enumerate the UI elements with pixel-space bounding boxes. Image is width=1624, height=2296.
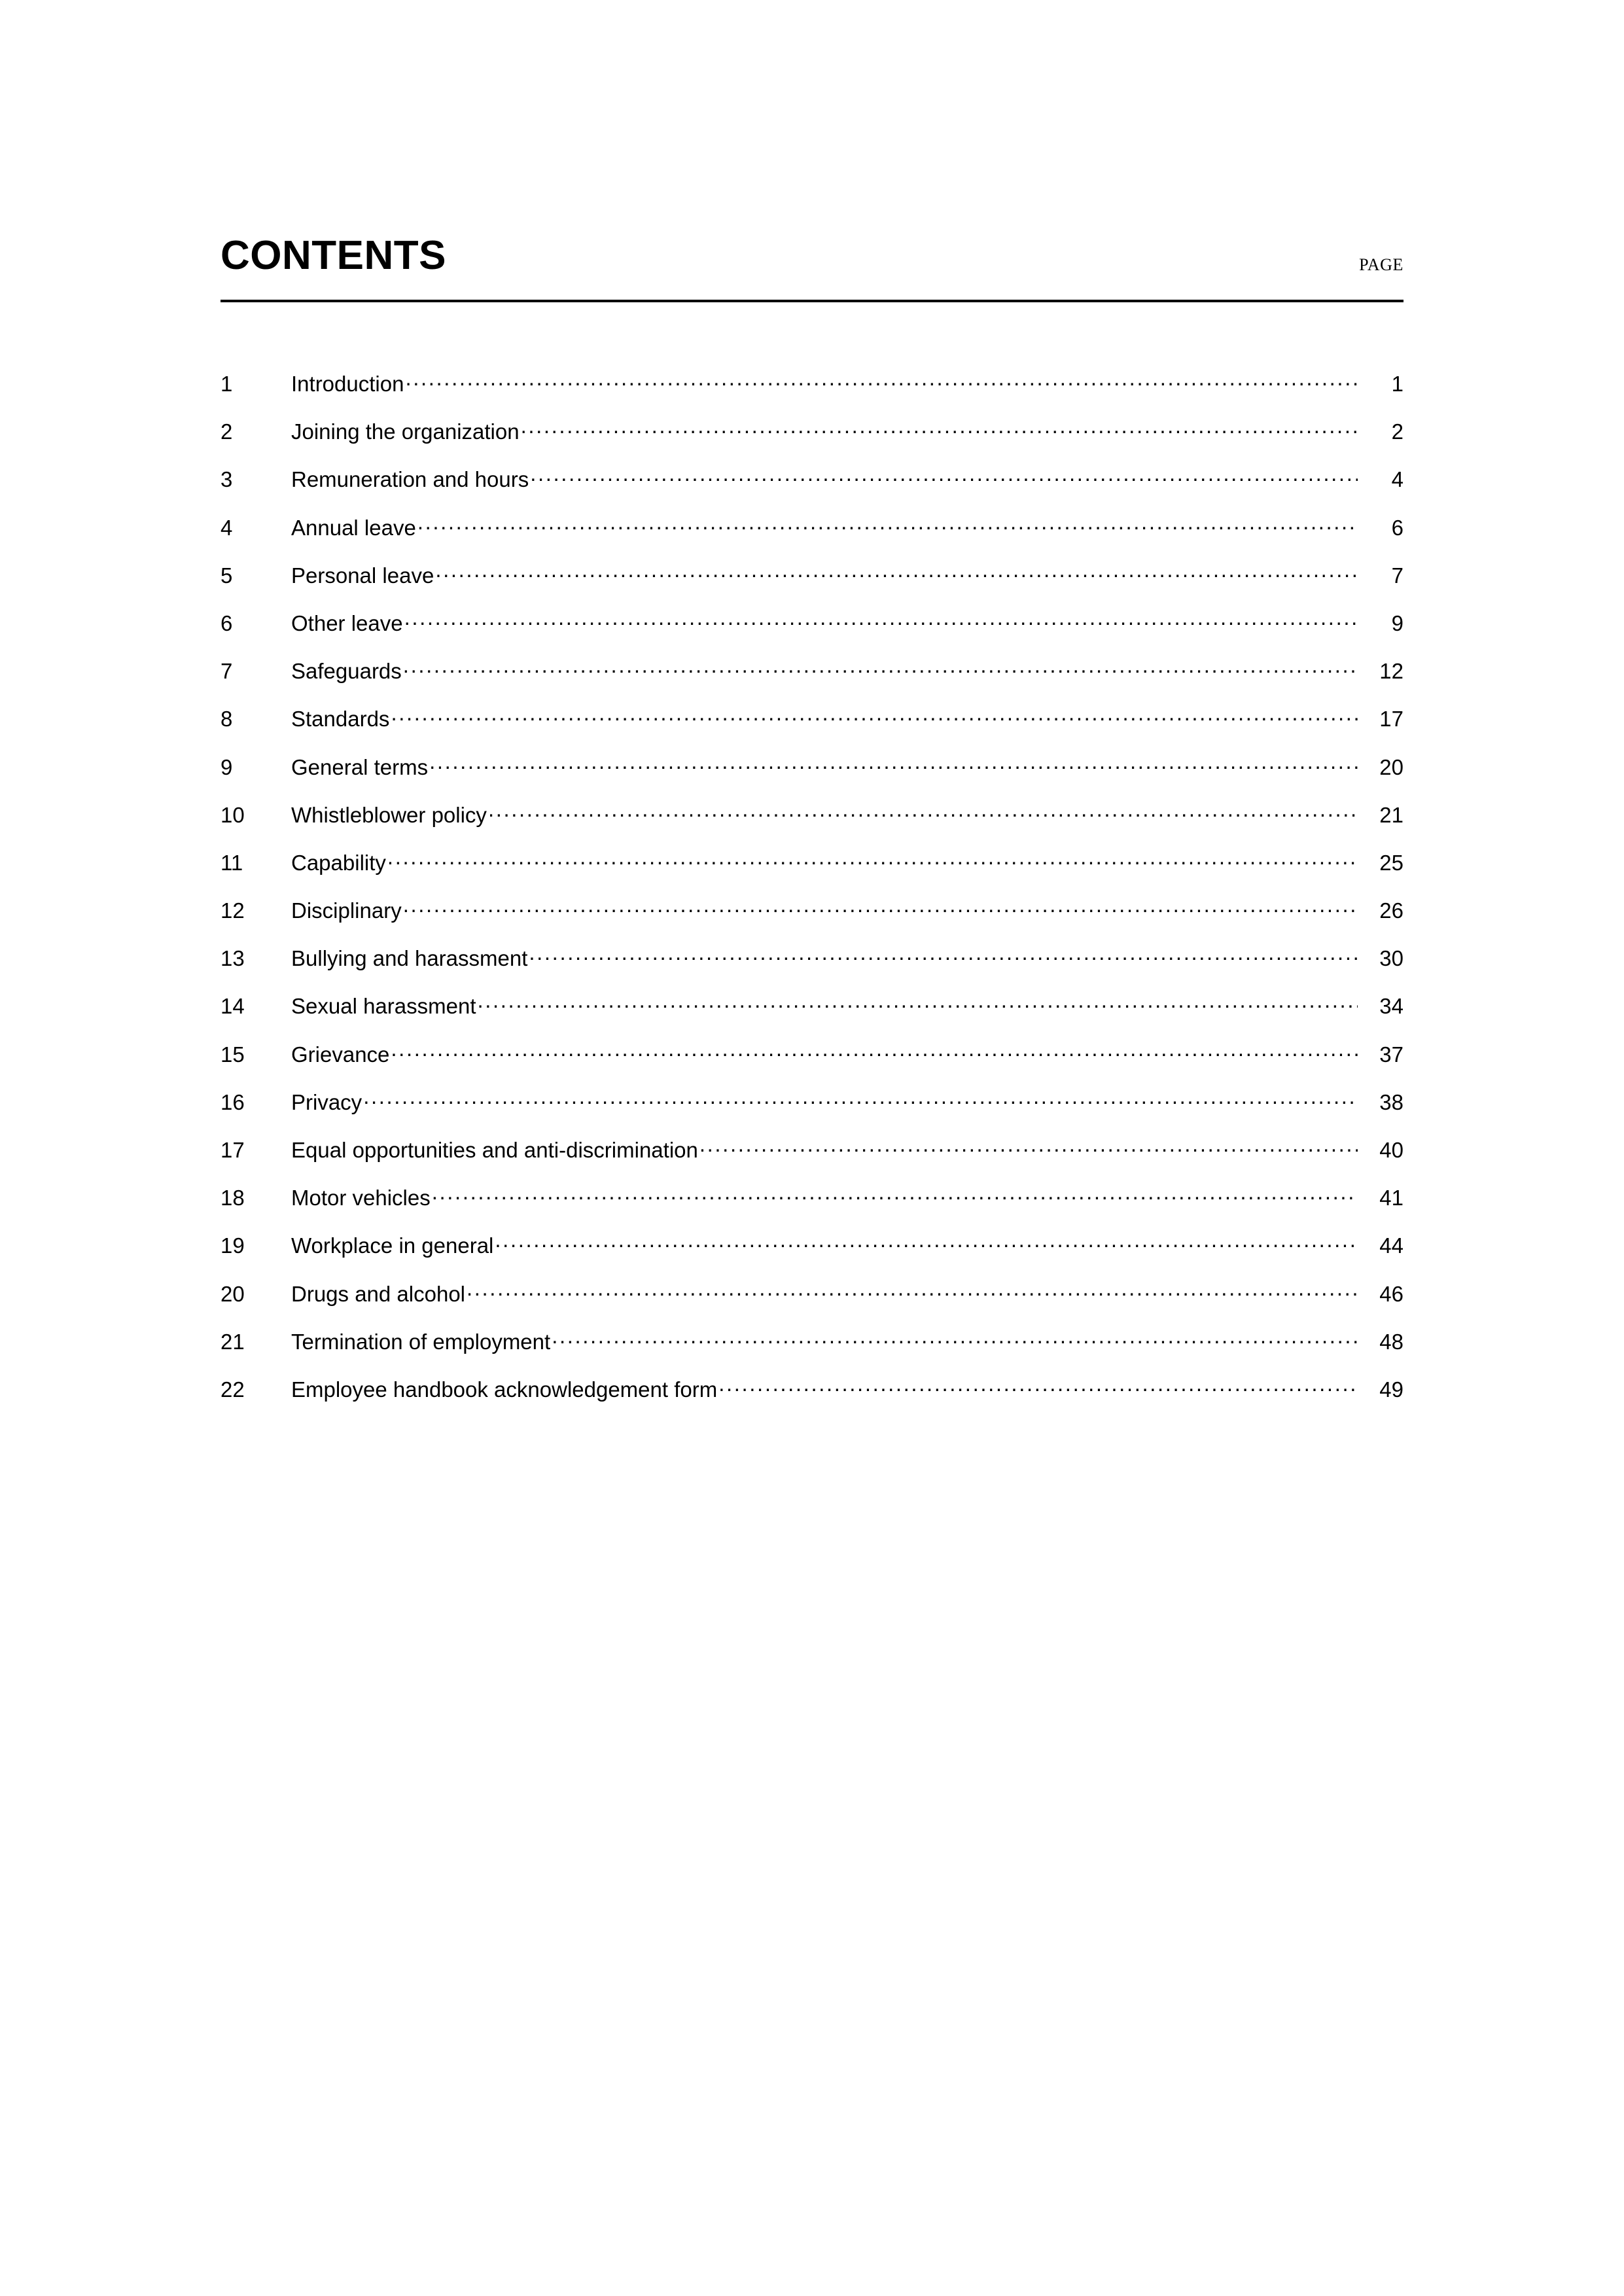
toc-entry[interactable] <box>221 370 1403 417</box>
toc-dot-leader <box>435 561 1358 583</box>
toc-entry-title: Remuneration and hours <box>291 467 529 492</box>
toc-dot-leader <box>429 753 1358 775</box>
toc-entry[interactable] <box>221 992 1403 1040</box>
toc-entry-number: 3 <box>221 467 233 492</box>
toc-entry-number: 17 <box>221 1138 245 1162</box>
toc-entry[interactable] <box>221 896 1403 944</box>
toc-dot-leader <box>403 657 1358 679</box>
toc-entry-page-number: 1 <box>1391 372 1403 396</box>
toc-dot-leader <box>404 609 1358 631</box>
toc-entry-number: 14 <box>221 994 245 1019</box>
toc-entry-page-number: 26 <box>1379 898 1403 923</box>
toc-entry-number: 11 <box>221 850 243 875</box>
toc-entry-number: 1 <box>221 372 233 396</box>
toc-entry-title: Employee handbook acknowledgement form <box>291 1377 718 1402</box>
toc-entry-title: Grievance <box>291 1042 390 1067</box>
toc-entry-number: 20 <box>221 1281 245 1306</box>
toc-entry-number: 9 <box>221 754 233 779</box>
toc-entry-number: 2 <box>221 419 233 444</box>
toc-entry-number: 15 <box>221 1042 245 1067</box>
toc-entry[interactable] <box>221 1184 1403 1231</box>
toc-entry-title: General terms <box>291 754 429 779</box>
toc-entry-page-number: 17 <box>1379 707 1403 732</box>
toc-entry-title: Equal opportunities and anti-discrimination <box>291 1138 698 1162</box>
toc-entry-page-number: 49 <box>1379 1377 1403 1402</box>
toc-entry-number: 19 <box>221 1233 245 1258</box>
toc-dot-leader <box>391 705 1358 726</box>
toc-entry-title: Disciplinary <box>291 898 402 923</box>
toc-entry-page-number: 2 <box>1391 419 1403 444</box>
toc-entry[interactable] <box>221 753 1403 801</box>
toc-entry[interactable] <box>221 514 1403 561</box>
toc-entry-page-number: 20 <box>1379 754 1403 779</box>
toc-entry-title: Privacy <box>291 1089 362 1114</box>
toc-dot-leader <box>529 944 1358 966</box>
toc-dot-leader <box>391 1040 1358 1062</box>
toc-entry[interactable] <box>221 849 1403 896</box>
table-of-contents-list <box>221 370 1403 1423</box>
toc-entry-number: 4 <box>221 515 233 540</box>
toc-entry-page-number: 46 <box>1379 1281 1403 1306</box>
toc-entry-page-number: 12 <box>1379 659 1403 684</box>
toc-dot-leader <box>495 1231 1358 1253</box>
toc-entry-page-number: 44 <box>1379 1233 1403 1258</box>
toc-entry-title: Joining the organization <box>291 419 520 444</box>
toc-dot-leader <box>417 514 1358 535</box>
toc-entry-number: 6 <box>221 610 233 635</box>
toc-entry-number: 21 <box>221 1329 245 1354</box>
toc-dot-leader <box>403 896 1358 918</box>
toc-entry-title: Personal leave <box>291 563 434 588</box>
toc-dot-leader <box>432 1184 1358 1205</box>
toc-entry-title: Safeguards <box>291 659 402 684</box>
toc-entry-number: 5 <box>221 563 233 588</box>
toc-dot-leader <box>363 1088 1358 1110</box>
toc-entry-page-number: 38 <box>1379 1089 1403 1114</box>
toc-entry-number: 12 <box>221 898 245 923</box>
toc-entry[interactable] <box>221 1328 1403 1375</box>
toc-dot-leader <box>477 992 1358 1014</box>
toc-entry[interactable] <box>221 609 1403 657</box>
toc-entry-title: Whistleblower policy <box>291 802 487 827</box>
toc-dot-leader <box>718 1375 1358 1397</box>
toc-dot-leader <box>552 1328 1358 1349</box>
page-column-header: PAGE <box>1359 255 1403 274</box>
toc-entry[interactable] <box>221 1088 1403 1136</box>
toc-entry-title: Other leave <box>291 610 403 635</box>
toc-entry-number: 7 <box>221 659 233 684</box>
toc-entry-number: 10 <box>221 802 245 827</box>
contents-header <box>221 233 1403 278</box>
toc-entry-title: Bullying and harassment <box>291 946 528 971</box>
toc-entry-number: 22 <box>221 1377 245 1402</box>
toc-entry-title: Drugs and alcohol <box>291 1281 465 1306</box>
toc-entry-title: Capability <box>291 850 386 875</box>
header-divider <box>221 300 1403 302</box>
toc-entry-number: 16 <box>221 1089 245 1114</box>
toc-entry-page-number: 41 <box>1379 1186 1403 1210</box>
toc-entry-page-number: 4 <box>1391 467 1403 492</box>
toc-dot-leader <box>699 1136 1358 1157</box>
toc-entry-title: Introduction <box>291 372 404 396</box>
page-title: CONTENTS <box>221 233 446 278</box>
toc-entry-title: Termination of employment <box>291 1329 551 1354</box>
toc-entry[interactable] <box>221 417 1403 465</box>
toc-entry-page-number: 37 <box>1379 1042 1403 1067</box>
toc-entry[interactable] <box>221 705 1403 752</box>
toc-entry-page-number: 34 <box>1379 994 1403 1019</box>
toc-entry-title: Sexual harassment <box>291 994 476 1019</box>
toc-entry-page-number: 9 <box>1391 610 1403 635</box>
toc-entry[interactable] <box>221 944 1403 992</box>
toc-entry[interactable] <box>221 801 1403 849</box>
toc-entry-number: 18 <box>221 1186 245 1210</box>
toc-entry[interactable] <box>221 1280 1403 1328</box>
toc-entry-number: 8 <box>221 707 233 732</box>
toc-entry[interactable] <box>221 1231 1403 1279</box>
toc-entry[interactable] <box>221 1136 1403 1184</box>
toc-dot-leader <box>405 370 1358 391</box>
toc-entry-title: Workplace in general <box>291 1233 494 1258</box>
toc-entry[interactable] <box>221 1375 1403 1423</box>
toc-entry-page-number: 21 <box>1379 802 1403 827</box>
toc-entry-page-number: 25 <box>1379 850 1403 875</box>
toc-entry-title: Standards <box>291 707 390 732</box>
toc-entry-page-number: 6 <box>1391 515 1403 540</box>
toc-dot-leader <box>521 417 1358 439</box>
toc-entry-title: Motor vehicles <box>291 1186 431 1210</box>
toc-entry-title: Annual leave <box>291 515 416 540</box>
toc-dot-leader <box>488 801 1358 822</box>
toc-entry[interactable] <box>221 465 1403 513</box>
toc-entry-number: 13 <box>221 946 245 971</box>
toc-entry[interactable] <box>221 657 1403 705</box>
toc-entry-page-number: 30 <box>1379 946 1403 971</box>
toc-entry-page-number: 7 <box>1391 563 1403 588</box>
toc-entry-page-number: 48 <box>1379 1329 1403 1354</box>
toc-entry[interactable] <box>221 561 1403 609</box>
toc-dot-leader <box>387 849 1358 870</box>
toc-entry[interactable] <box>221 1040 1403 1088</box>
toc-dot-leader <box>530 465 1358 487</box>
toc-dot-leader <box>467 1280 1358 1301</box>
toc-entry-page-number: 40 <box>1379 1138 1403 1162</box>
